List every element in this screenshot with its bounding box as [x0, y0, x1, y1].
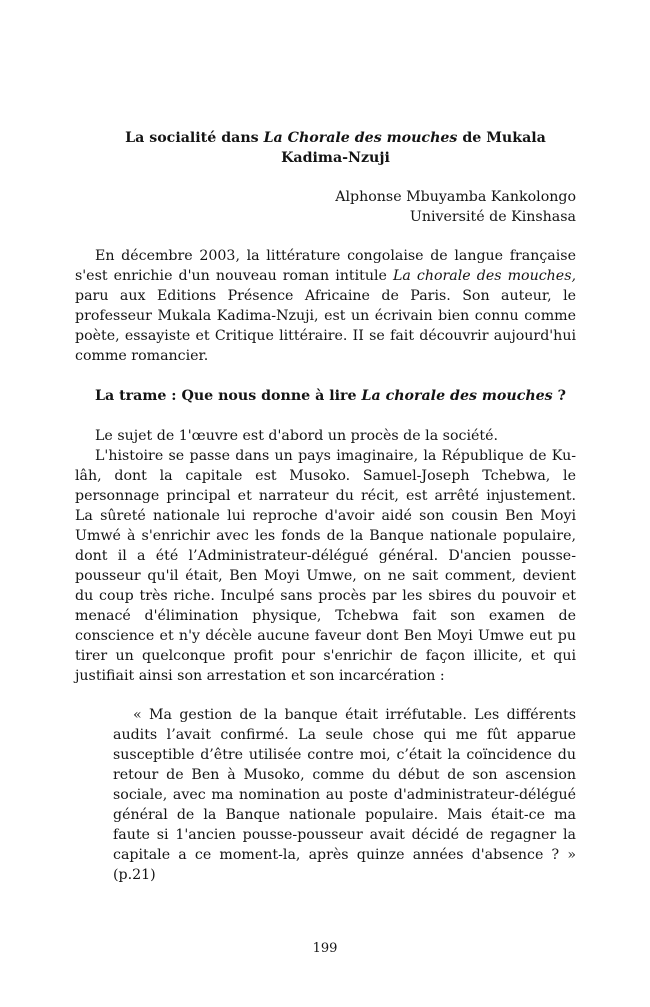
- intro-text-before: En décembre 2003, la littérature congolaise de langue française s'est enrichie d'un nouveau roman intitule: [75, 248, 576, 284]
- intro-book-title: La chorale des mouches,: [392, 268, 576, 284]
- title-book-name: La Chorale des mouches: [263, 130, 458, 146]
- article-title: [75, 128, 576, 168]
- intro-paragraph: [75, 246, 576, 366]
- document-page: [75, 128, 576, 885]
- intro-text-after: paru aux Editions Présence Africaine de Paris. Son auteur, le professeur Mukala Kadima-Nzuji, est un écrivain bien connu comme poète, essayiste et Critique littéraire. II se fait découvrir aujourd'hui comme romancier.: [75, 288, 576, 364]
- section-heading-before: La trame : Que nous donne à lire: [95, 388, 362, 404]
- section-heading-book-title: La chorale des mouches: [361, 388, 553, 404]
- author-name: Alphonse Mbuyamba Kankolongo: [335, 189, 576, 205]
- section-heading: [75, 386, 576, 406]
- page-number: 199: [312, 941, 338, 956]
- body-paragraph-2: L'histoire se passe dans un pays imaginaire, la République de Ku-lâh, dont la capitale est Musoko. Samuel-Joseph Tchebwa, le personnage principal et narrateur du récit, est arrêté injustement. La sûreté nationale lui reproche d'avoir aidé son cousin Ben Moyi Umwé à s'enrichir avec les fonds de la Banque nationale populaire, dont il a été l’Administrateur-délégué général. D'ancien pousse-pousseur qu'il était, Ben Moyi Umwe, on ne sait comment, devient du coup très riche. Inculpé sans procès par les sbires du pouvoir et menacé d'élimination physique, Tchebwa fait son examen de conscience et n'y décèle aucune faveur dont Ben Moyi Umwe eut pu tirer un quelconque profit pour s'enrichir de façon illicite, et qui justifiait ainsi son arrestation et son incarcération :: [75, 448, 576, 684]
- body-paragraph-1: Le sujet de 1'œuvre est d'abord un procès de la société.: [95, 428, 498, 444]
- author-affiliation: Université de Kinshasa: [409, 209, 576, 225]
- title-text-part2: de Mukala Kadima-Nzuji: [281, 130, 546, 166]
- author-block: [75, 187, 576, 227]
- block-quote: « Ma gestion de la banque était irréfutable. Les différents audits l’avait confirmé. La seule chose qui me fût apparue susceptible d’être utilisée contre moi, c’était la coïncidence du retour de Ben à Musoko, comme du début de son ascension sociale, avec ma nomination au poste d'administrateur-délégué général de la Banque nationale populaire. Mais était-ce ma faute si 1'ancien pousse-pousseur avait décidé de regagner la capitale a ce moment-la, après quinze années d'absence ? » (p.21): [113, 707, 576, 883]
- section-heading-after: ?: [552, 388, 566, 404]
- title-text-part1: La socialité dans: [125, 130, 264, 146]
